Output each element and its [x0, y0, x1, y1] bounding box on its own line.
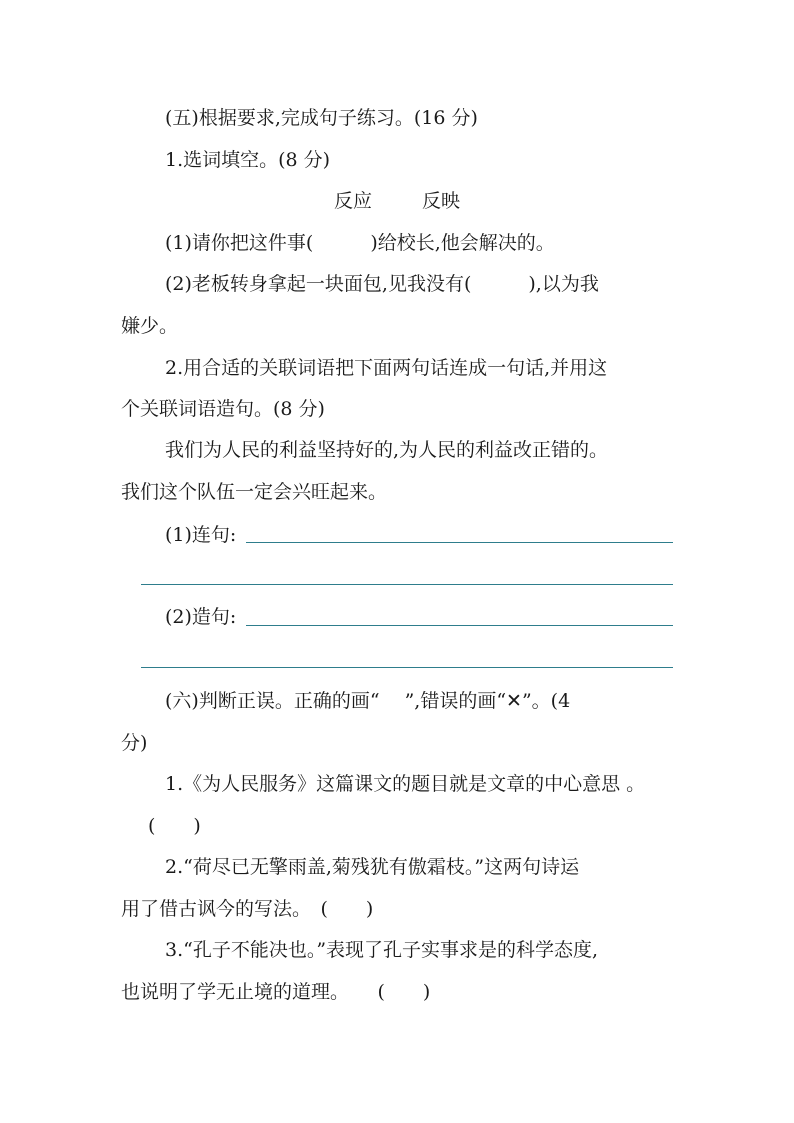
- q1-item-1: (1)请你把这件事( )给校长,他会解决的。: [165, 232, 555, 254]
- s6-item-3-line-1: 3.“孔子不能决也。”表现了孔子实事求是的科学态度,: [165, 939, 599, 961]
- q1-item-2-line-1: (2)老板转身拿起一块面包,见我没有( ),以为我: [165, 273, 599, 295]
- section5-heading: (五)根据要求,完成句子练习。(16 分): [165, 107, 478, 129]
- q2-sentence-line-2: 我们这个队伍一定会兴旺起来。: [121, 481, 388, 503]
- q1-title: 1.选词填空。(8 分): [165, 149, 331, 171]
- section6-heading-line-1: (六)判断正误。正确的画“ ”,错误的画“✕”。(4: [165, 690, 571, 712]
- make-sentence-label: (2)造句:: [165, 606, 237, 628]
- make-sentence-answer-line-2[interactable]: [141, 667, 673, 668]
- make-sentence-answer-line-1[interactable]: [246, 625, 673, 626]
- q1-item-2-line-2: 嫌少。: [121, 315, 179, 337]
- connect-label: (1)连句:: [165, 524, 237, 546]
- s6-item-1-answer-paren[interactable]: ( ): [148, 815, 201, 837]
- q2-title-line-1: 2.用合适的关联词语把下面两句话连成一句话,并用这: [165, 357, 608, 379]
- word-choice-2: 反映: [422, 190, 461, 212]
- s6-item-1-line-1: 1.《为人民服务》这篇课文的题目就是文章的中心意思 。: [165, 773, 646, 795]
- word-choices: [0, 189, 794, 213]
- s6-item-2-line-2: 用了借古讽今的写法。 ( ): [121, 898, 374, 920]
- connect-answer-line-1[interactable]: [246, 542, 673, 543]
- q2-sentence-line-1: 我们为人民的利益坚持好的,为人民的利益改正错的。: [165, 439, 609, 461]
- word-choice-1: 反应: [333, 190, 372, 212]
- q2-title-line-2: 个关联词语造句。(8 分): [121, 398, 325, 420]
- s6-item-2-line-1: 2.“荷尽已无擎雨盖,菊残犹有傲霜枝。”这两句诗运: [165, 856, 580, 878]
- connect-answer-line-2[interactable]: [141, 584, 673, 585]
- s6-item-3-line-2: 也说明了学无止境的道理。 ( ): [121, 981, 431, 1003]
- section6-heading-line-2: 分): [121, 732, 148, 754]
